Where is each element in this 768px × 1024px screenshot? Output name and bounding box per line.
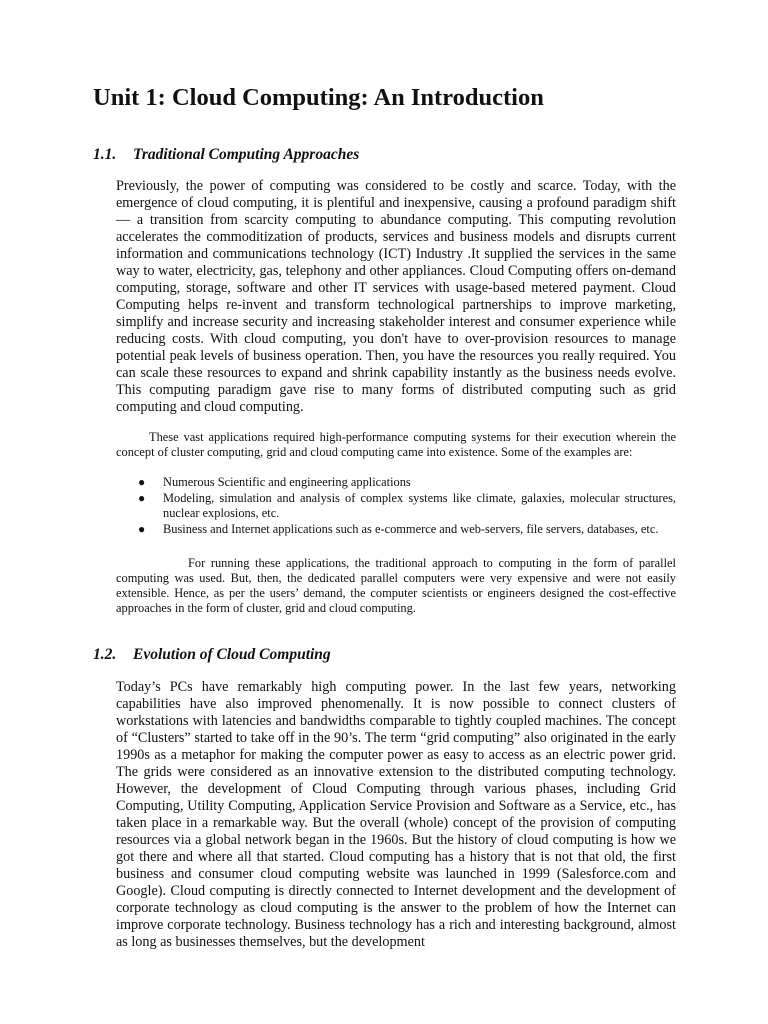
bullet-icon: ● <box>138 522 146 536</box>
section-2-title: Evolution of Cloud Computing <box>133 646 331 663</box>
bullet-icon: ● <box>138 475 146 489</box>
section-2-paragraph: Today’s PCs have remarkably high computing power. In the last few years, networking capabilities have also improved phenomenally. It is now possible to connect clusters of workstations with latencies and bandwidths comparable to tightly coupled machines. The concept of “Clusters” started to take off in the 90’s. The term “grid computing” also originated in the early 1990s as a metaphor for making the computer power as easy to access as an electric power grid. The grids were considered as an innovative extension to the distributed computing technology. However, the development of Cloud Computing through various phases, including Grid Computing, Utility Computing, Application Service Provision and Software as a Service, etc., has taken place in a remarkable way. But the overall (whole) concept of the provision of computing resources via a global network began in the 1960s. But the history of cloud computing is how we got there and where all that started. Cloud computing has a history that is not that old, the first business and consumer cloud computing website was launched in 1999 (Salesforce.com and Google). Cloud computing is directly connected to Internet development and the development of corporate technology as cloud computing is the answer to the problem of how the Internet can improve corporate technology. Business technology has a rich and interesting background, almost as long as businesses themselves, but the development <box>116 679 676 950</box>
examples-list <box>116 475 676 538</box>
bullet-icon: ● <box>138 491 146 505</box>
list-item: ● Numerous Scientific and engineering applications <box>138 475 411 489</box>
page-title: Unit 1: Cloud Computing: An Introduction <box>93 84 544 111</box>
section-2-heading <box>93 646 331 664</box>
section-1-title: Traditional Computing Approaches <box>133 146 360 163</box>
list-item: ● Business and Internet applications such as e-commerce and web-servers, file servers, databases, etc. <box>138 522 659 536</box>
section-1-heading <box>93 146 359 164</box>
section-1-number: 1.1. <box>93 146 117 163</box>
section-1-intro: These vast applications required high-performance computing systems for their execution wherein the concept of cluster computing, grid and cloud computing came into existence. Some of the examples are: <box>116 430 676 459</box>
list-item: ● Modeling, simulation and analysis of complex systems like climate, galaxies, molecular structures, nuclear explosions, etc. <box>138 491 676 520</box>
section-1-paragraph: Previously, the power of computing was considered to be costly and scarce. Today, with the emergence of cloud computing, it is plentiful and inexpensive, causing a profound paradigm shift — a transition from scarcity computing to abundance computing. This computing revolution accelerates the commoditization of products, services and business models and disrupts current information and communications technology (ICT) Industry .It supplied the services in the same way to water, electricity, gas, telephony and other appliances. Cloud Computing offers on-demand computing, storage, software and other IT services with usage-based metered payment. Cloud Computing helps re-invent and transform technological partnerships to improve marketing, simplify and increase security and increasing stakeholder interest and consumer experience while reducing costs. With cloud computing, you don't have to over-provision resources to manage potential peak levels of business operation. Then, you have the resources you really required. You can scale these resources to expand and shrink capability instantly as the business needs evolve. This computing paradigm gave rise to many forms of distributed computing such as grid computing and cloud computing. <box>116 178 676 415</box>
section-2-number: 1.2. <box>93 646 117 663</box>
section-1-closing: For running these applications, the traditional approach to computing in the form of parallel computing was used. But, then, the dedicated parallel computers were very expensive and were not easily extensible. Hence, as per the users’ demand, the computer scientists or engineers designed the cost-effective approaches in the form of cluster, grid and cloud computing. <box>116 556 676 615</box>
